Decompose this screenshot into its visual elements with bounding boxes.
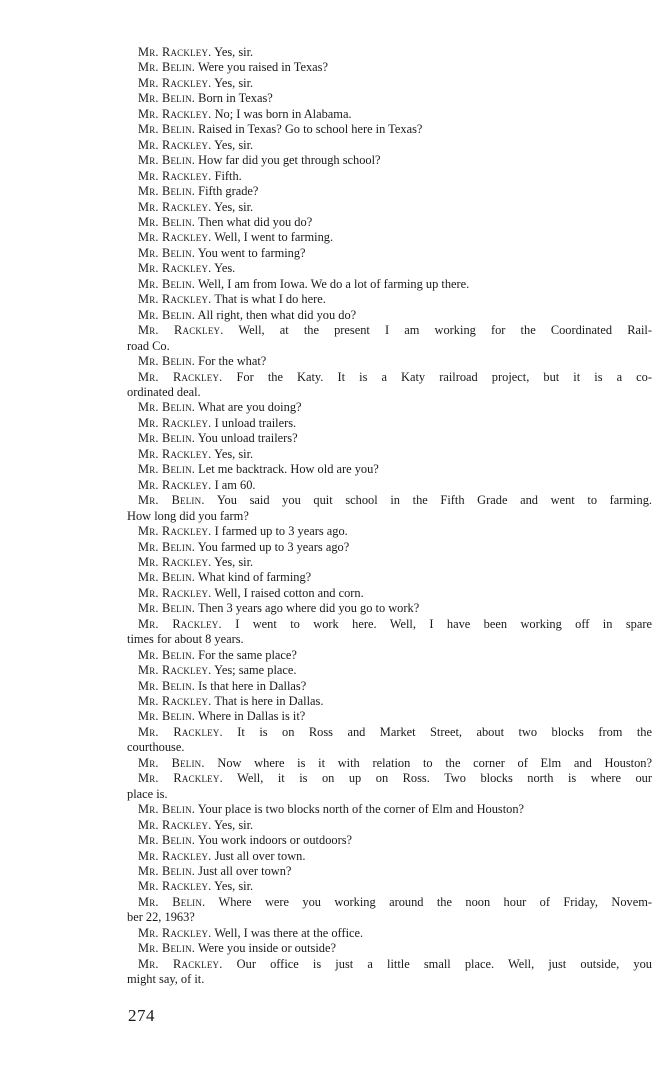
speaker-name: Mr. Belin. [138, 539, 196, 554]
line-text: Yes, sir. [211, 446, 254, 461]
speaker-name: Mr. Belin. [138, 601, 196, 616]
line-text: Then 3 years ago where did you go to work? [195, 601, 420, 616]
transcript-line [127, 941, 652, 956]
transcript-line [127, 431, 652, 446]
speaker-name: Mr. Rackley. [138, 524, 212, 539]
line-text: How long did you farm? [127, 508, 249, 523]
line-text: You farmed up to 3 years ago? [195, 539, 350, 554]
speaker-name: Mr. Rackley. [138, 724, 223, 739]
transcript-line [127, 184, 652, 199]
line-text: might say, of it. [127, 972, 205, 987]
line-text: Raised in Texas? Go to school here in Texas? [195, 122, 423, 137]
speaker-name: Mr. Rackley. [138, 137, 212, 152]
transcript-line [127, 339, 652, 354]
line-text: I farmed up to 3 years ago. [211, 524, 348, 539]
transcript-line [127, 879, 652, 894]
speaker-name: Mr. Rackley. [138, 817, 212, 832]
speaker-name: Mr. Belin. [138, 493, 205, 508]
transcript-line [127, 246, 652, 261]
speaker-name: Mr. Rackley. [138, 168, 212, 183]
speaker-name: Mr. Belin. [138, 276, 196, 291]
transcript-line [127, 910, 652, 925]
speaker-name: Mr. Belin. [138, 354, 196, 369]
transcript-line [127, 354, 652, 369]
transcript-line [127, 725, 652, 740]
line-text: Fifth grade? [195, 184, 259, 199]
speaker-name: Mr. Belin. [138, 802, 196, 817]
speaker-name: Mr. Belin. [138, 400, 196, 415]
speaker-name: Mr. Belin. [138, 431, 196, 446]
speaker-name: Mr. Belin. [138, 462, 196, 477]
line-text: Yes, sir. [211, 45, 254, 59]
transcript-line [127, 617, 652, 632]
transcript-line [127, 818, 652, 833]
line-text: It is on Ross and Market Street, about two blocks from the [222, 724, 652, 739]
transcript-line [127, 215, 652, 230]
speaker-name: Mr. Rackley. [138, 446, 212, 461]
transcript-line [127, 632, 652, 647]
line-text: You said you quit school in the Fifth Grade and went to farming. [204, 493, 652, 508]
line-text: Yes; same place. [211, 663, 297, 678]
transcript-line [127, 771, 652, 786]
line-text: Were you raised in Texas? [195, 60, 328, 75]
transcript-line [127, 972, 652, 987]
line-text: Well, I raised cotton and corn. [211, 585, 364, 600]
transcript-line [127, 648, 652, 663]
transcript-line [127, 153, 652, 168]
transcript-line [127, 292, 652, 307]
transcript-line [127, 601, 652, 616]
transcript-line [127, 524, 652, 539]
transcript-line [127, 493, 652, 508]
line-text: For the same place? [195, 647, 297, 662]
transcript-line [127, 45, 652, 60]
line-text: Fifth. [211, 168, 242, 183]
line-text: ber 22, 1963? [127, 910, 195, 925]
transcript-line [127, 864, 652, 879]
transcript-line [127, 802, 652, 817]
line-text: For the Katy. It is a Katy railroad project, but it is a co- [222, 369, 652, 384]
line-text: Where in Dallas is it? [195, 709, 306, 724]
transcript-line [127, 107, 652, 122]
line-text: Were you inside or outside? [195, 941, 336, 956]
transcript-line [127, 694, 652, 709]
speaker-name: Mr. Rackley. [138, 45, 212, 59]
line-text: You unload trailers? [195, 431, 298, 446]
speaker-name: Mr. Belin. [138, 153, 196, 168]
line-text: Then what did you do? [195, 214, 313, 229]
line-text: Let me backtrack. How old are you? [195, 462, 379, 477]
line-text: Your place is two blocks north of the corner of Elm and Houston? [195, 802, 525, 817]
line-text: Well, I am from Iowa. We do a lot of farming up there. [195, 276, 470, 291]
line-text: Yes, sir. [211, 137, 254, 152]
speaker-name: Mr. Belin. [138, 60, 196, 75]
transcript-line [127, 478, 652, 493]
speaker-name: Mr. Rackley. [138, 694, 212, 709]
transcript-line [127, 586, 652, 601]
transcript-line [127, 122, 652, 137]
line-text: Yes, sir. [211, 879, 254, 894]
transcript-line [127, 709, 652, 724]
line-text: Well, I went to farming. [211, 230, 334, 245]
line-text: You work indoors or outdoors? [195, 833, 353, 848]
page-number: 274 [128, 1006, 155, 1025]
line-text: ordinated deal. [127, 384, 201, 399]
line-text: place is. [127, 786, 168, 801]
line-text: I went to work here. Well, I have been working off in spare [221, 616, 653, 631]
transcript-line [127, 957, 652, 972]
speaker-name: Mr. Rackley. [138, 879, 212, 894]
speaker-name: Mr. Rackley. [138, 585, 212, 600]
line-text: For the what? [195, 354, 267, 369]
transcript-line [127, 849, 652, 864]
speaker-name: Mr. Belin. [138, 678, 196, 693]
transcript-line [127, 230, 652, 245]
line-text: Just all over town? [195, 864, 292, 879]
speaker-name: Mr. Rackley. [138, 415, 212, 430]
speaker-name: Mr. Belin. [138, 214, 196, 229]
transcript-line [127, 76, 652, 91]
line-text: Just all over town. [211, 848, 306, 863]
speaker-name: Mr. Rackley. [138, 230, 212, 245]
speaker-name: Mr. Belin. [138, 245, 196, 260]
transcript-line [127, 323, 652, 338]
speaker-name: Mr. Belin. [138, 941, 196, 956]
transcript-line [127, 308, 652, 323]
line-text: No; I was born in Alabama. [211, 106, 352, 121]
speaker-name: Mr. Rackley. [138, 323, 224, 338]
speaker-name: Mr. Rackley. [138, 554, 212, 569]
transcript-line [127, 60, 652, 75]
line-text: Born in Texas? [195, 91, 273, 106]
transcript-line [127, 400, 652, 415]
speaker-name: Mr. Rackley. [138, 261, 212, 276]
transcript-line [127, 833, 652, 848]
speaker-name: Mr. Belin. [138, 184, 196, 199]
transcript-line [127, 756, 652, 771]
line-text: All right, then what did you do? [195, 307, 357, 322]
line-text: Yes, sir. [211, 817, 254, 832]
speaker-name: Mr. Rackley. [138, 616, 222, 631]
speaker-name: Mr. Belin. [138, 709, 196, 724]
line-text: Now where is it with relation to the corner of Elm and Houston? [204, 755, 652, 770]
transcript-line [127, 91, 652, 106]
transcript-line [127, 555, 652, 570]
line-text: Yes, sir. [211, 554, 254, 569]
line-text: Well, it is on up on Ross. Two blocks north is where our [222, 771, 652, 786]
line-text: courthouse. [127, 740, 185, 755]
transcript-line [127, 261, 652, 276]
speaker-name: Mr. Belin. [138, 755, 205, 770]
line-text: What are you doing? [195, 400, 302, 415]
transcript-line [127, 509, 652, 524]
speaker-name: Mr. Rackley. [138, 771, 223, 786]
line-text: I unload trailers. [211, 415, 297, 430]
line-text: Well, at the present I am working for the Coordinated Rail- [223, 323, 652, 338]
line-text: road Co. [127, 338, 170, 353]
transcript-line [127, 385, 652, 400]
speaker-name: Mr. Belin. [138, 91, 196, 106]
transcript-line [127, 138, 652, 153]
transcript-body [127, 45, 652, 988]
line-text: Where were you working around the noon hour of Friday, Novem- [205, 894, 652, 909]
line-text: Well, I was there at the office. [211, 925, 364, 940]
transcript-line [127, 447, 652, 462]
speaker-name: Mr. Rackley. [138, 477, 212, 492]
speaker-name: Mr. Belin. [138, 833, 196, 848]
transcript-line [127, 679, 652, 694]
speaker-name: Mr. Rackley. [138, 925, 212, 940]
transcript-line [127, 663, 652, 678]
transcript-line [127, 416, 652, 431]
line-text: times for about 8 years. [127, 632, 244, 647]
speaker-name: Mr. Rackley. [138, 75, 212, 90]
speaker-name: Mr. Belin. [138, 647, 196, 662]
line-text: That is here in Dallas. [211, 694, 324, 709]
line-text: Our office is just a little small place. Well, just outside, you [222, 956, 652, 971]
transcript-line [127, 740, 652, 755]
line-text: Yes. [211, 261, 236, 276]
line-text: I am 60. [211, 477, 256, 492]
transcript-line [127, 787, 652, 802]
line-text: How far did you get through school? [195, 153, 381, 168]
transcript-line [127, 926, 652, 941]
speaker-name: Mr. Rackley. [138, 106, 212, 121]
line-text: Yes, sir. [211, 75, 254, 90]
speaker-name: Mr. Rackley. [138, 292, 212, 307]
speaker-name: Mr. Rackley. [138, 956, 223, 971]
speaker-name: Mr. Belin. [138, 894, 206, 909]
transcript-line [127, 277, 652, 292]
speaker-name: Mr. Belin. [138, 307, 196, 322]
line-text: Is that here in Dallas? [195, 678, 307, 693]
speaker-name: Mr. Belin. [138, 570, 196, 585]
line-text: You went to farming? [195, 245, 306, 260]
speaker-name: Mr. Belin. [138, 864, 196, 879]
transcript-line [127, 540, 652, 555]
transcript-line [127, 570, 652, 585]
line-text: That is what I do here. [211, 292, 326, 307]
transcript-line [127, 169, 652, 184]
transcript-line [127, 895, 652, 910]
speaker-name: Mr. Rackley. [138, 663, 212, 678]
transcript-line [127, 462, 652, 477]
speaker-name: Mr. Rackley. [138, 369, 223, 384]
speaker-name: Mr. Rackley. [138, 199, 212, 214]
line-text: Yes, sir. [211, 199, 254, 214]
transcript-line [127, 370, 652, 385]
speaker-name: Mr. Belin. [138, 122, 196, 137]
line-text: What kind of farming? [195, 570, 312, 585]
speaker-name: Mr. Rackley. [138, 848, 212, 863]
transcript-line [127, 200, 652, 215]
